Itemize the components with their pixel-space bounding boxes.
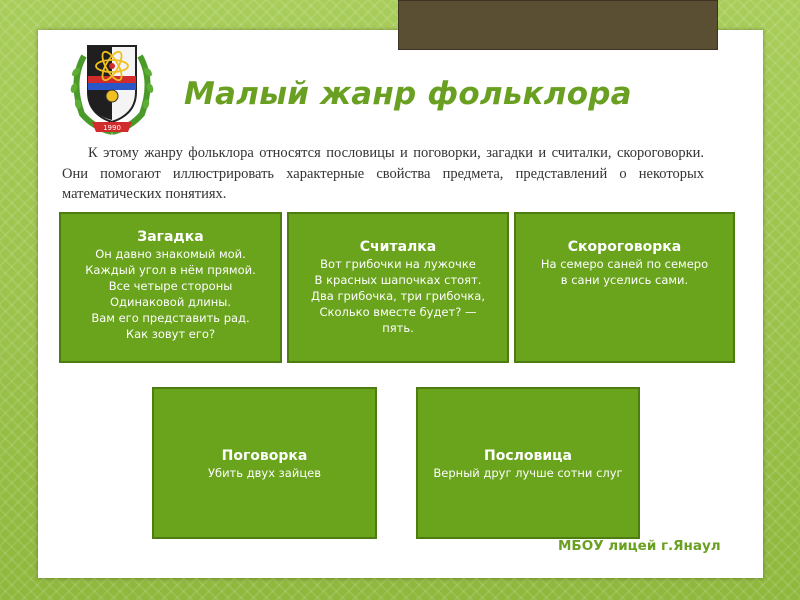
card-body: Верный друг лучше сотни слуг <box>433 466 623 480</box>
card-heading: Пословица <box>484 448 572 464</box>
card-body: Он давно знакомый мой. Каждый угол в нём прямой. Все четыре стороны Одинаковой длины. Вам его представить рад. Как зовут его? <box>85 247 256 341</box>
coat-of-arms-icon <box>64 36 160 136</box>
card-heading: Поговорка <box>221 448 308 464</box>
card-poslovitsa <box>416 387 640 539</box>
card-heading: Скороговорка <box>567 239 682 255</box>
card-heading: Загадка <box>137 229 204 245</box>
card-body: Вот грибочки на лужочке В красных шапочках стоят. Два грибочка, три грибочка, Сколько вместе будет? — пять. <box>310 257 486 335</box>
header-ornament-strip <box>398 0 718 50</box>
card-body: На семеро саней по семеро в сани уселись сами. <box>540 257 709 287</box>
svg-text:1990: 1990 <box>103 124 121 132</box>
intro-paragraph: К этому жанру фольклора относятся пословицы и поговорки, загадки и считалки, скороговорки. Они помогают иллюстрировать характерные свойства предмета, представлений о некоторых математических понятиях. <box>62 145 704 202</box>
card-zagadka <box>59 212 282 363</box>
card-heading: Считалка <box>359 239 437 255</box>
footer-school-name: МБОУ лицей г.Янаул <box>558 538 721 554</box>
card-schitalka <box>287 212 509 363</box>
card-body: Убить двух зайцев <box>207 466 322 480</box>
card-pogovorka <box>152 387 377 539</box>
card-skorogovorka <box>514 212 735 363</box>
page-title: Малый жанр фольклора <box>184 76 632 112</box>
coat-of-arms-emblem <box>64 36 160 136</box>
